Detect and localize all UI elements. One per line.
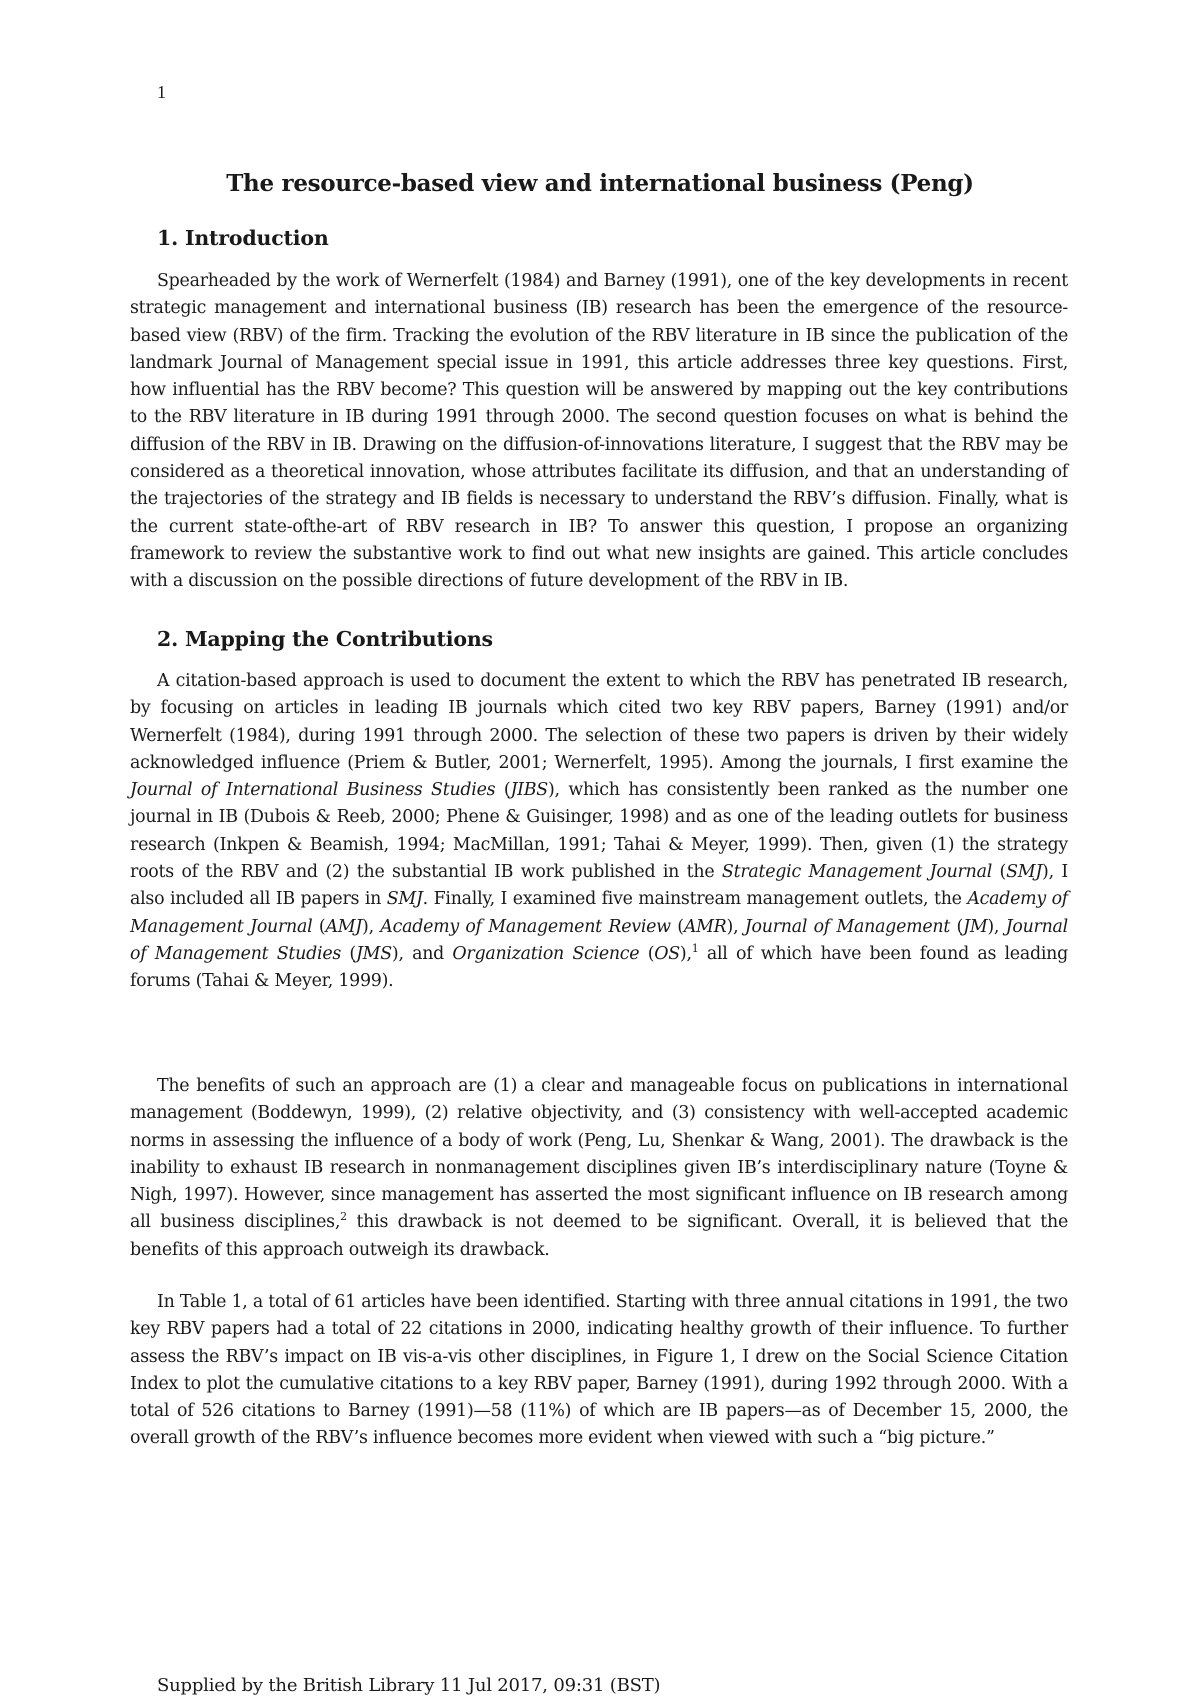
footnote-marker[interactable]: 2: [340, 1210, 347, 1224]
journal-name: Academy of Management Review: [380, 916, 671, 937]
paragraph-text: (: [950, 916, 964, 937]
journal-name: Journal of Management Studies: [130, 916, 1068, 964]
paragraph-text: ),: [679, 943, 692, 964]
paragraph-text: ), I also included all IB papers in: [130, 862, 1069, 910]
paragraph-introduction: Spearheaded by the work of Wernerfelt (1984) and Barney (1991), one of the key developments in recent strategic management and international business (IB) research has been the emergence of the resource-based view (RBV) of the firm. Tracking the evolution of the RBV literature in IB since the publication of the landmark Journal of Management special issue in 1991, this article addresses three key questions. First, how influential has the RBV become? This question will be answered by mapping out the key contributions to the RBV literature in IB during 1991 through 2000. The second question focuses on what is behind the diffusion of the RBV in IB. Drawing on the diffusion-of-innovations literature, I suggest that the RBV may be considered as a theoretical innovation, whose attributes facilitate its diffusion, and that an understanding of the trajectories of the strategy and IB fields is necessary to understand the RBV’s diffusion. Finally, what is the current state-ofthe-art of RBV research in IB? To answer this question, I propose an organizing framework to review the substantive work to find out what new insights are gained. This article concludes with a discussion on the possible directions of future development of the RBV in IB.: [130, 271, 1068, 592]
paragraph-text: this drawback is not deemed to be significant. Overall, it is believed that the benefits of this approach outweigh its drawback.: [130, 1212, 1068, 1260]
paragraph-text: (: [495, 780, 511, 801]
paragraph-text: (: [341, 943, 356, 964]
journal-abbreviation: AMJ: [325, 916, 363, 937]
journal-abbreviation: JMS: [355, 943, 392, 964]
paragraph-text: . Finally, I examined five mainstream management outlets, the: [422, 889, 968, 910]
paragraph-text: (: [670, 916, 684, 937]
journal-abbreviation: JM: [963, 916, 988, 937]
paragraph-text: (: [639, 943, 655, 964]
paragraph-text: all of which have been found as leading forums (Tahai & Meyer, 1999).: [130, 943, 1068, 992]
paragraph-text: (: [312, 916, 326, 937]
paragraph-text: ), which has consistently been ranked as the number one journal in IB (Dubois & Reeb, 2000; Phene & Guisinger, 1998) and as one of the leading outlets for business research (Inkpen & Beamish, 1994; MacMillan, 1991; Tahai & Meyer, 1999). Then, given (1) the strategy roots of the RBV and (2) the substantial IB work published in the: [130, 780, 1068, 883]
section-heading-introduction: 1. Introduction: [157, 226, 329, 250]
footnote-marker[interactable]: 1: [691, 941, 699, 955]
journal-abbreviation: JIBS: [510, 780, 548, 801]
page-number: 1: [157, 82, 166, 102]
paragraph-text: ),: [726, 916, 745, 937]
paragraph-text: A citation-based approach is used to document the extent to which the RBV has penetrated IB research, by focusing on articles in leading IB journals which cited two key RBV papers, Barney (1991) and/or Wernerfelt (1984), during 1991 through 2000. The selection of these two papers is driven by their widely acknowledged influence (Priem & Butler, 2001; Wernerfelt, 1995). Among the journals, I first examine the: [130, 671, 1068, 773]
journal-name: Journal of Management: [744, 916, 951, 937]
paragraph-mapping-3: In Table 1, a total of 61 articles have been identified. Starting with three annual citations in 1991, the two key RBV papers had a total of 22 citations in 2000, indicating healthy growth of their influence. To further assess the RBV’s impact on IB vis-a-vis other disciplines, in Figure 1, I drew on the Social Science Citation Index to plot the cumulative citations to a key RBV paper, Barney (1991), during 1992 through 2000. With a total of 526 citations to Barney (1991)—58 (11%) of which are IB papers—as of December 15, 2000, the overall growth of the RBV’s influence becomes more evident when viewed with such a “big picture.”: [130, 1292, 1068, 1449]
journal-abbreviation: AMR: [683, 916, 727, 937]
paragraph-text: ),: [987, 916, 1006, 937]
journal-name: Journal of International Business Studies: [130, 780, 496, 801]
paragraph-text: (: [992, 862, 1007, 883]
paragraph-mapping-2: [130, 1073, 1068, 1264]
paragraph-text: The benefits of such an approach are (1) a clear and manageable focus on publications in international management (Boddewyn, 1999), (2) relative objectivity, and (3) consistency with well-accepted academic norms in assessing the influence of a body of work (Peng, Lu, Shenkar & Wang, 2001). The drawback is the inability to exhaust IB research in nonmanagement disciplines given IB’s interdisciplinary nature (Toyne & Nigh, 1997). However, since management has asserted the most significant influence on IB research among all business disciplines,: [130, 1076, 1068, 1233]
document-title: The resource-based view and international business (Peng): [226, 170, 974, 197]
section-heading-mapping-contributions: 2. Mapping the Contributions: [157, 627, 493, 651]
journal-abbreviation: OS: [654, 943, 680, 964]
paragraph-mapping-1: [130, 668, 1068, 996]
journal-abbreviation: SMJ: [1006, 862, 1043, 883]
journal-name: Strategic Management Journal: [721, 862, 993, 883]
footer-supply-notice: Supplied by the British Library 11 Jul 2017, 09:31 (BST): [157, 1675, 661, 1696]
journal-name: Organization Science: [452, 943, 640, 964]
journal-abbreviation: SMJ: [386, 889, 423, 910]
paragraph-text: ),: [362, 916, 381, 937]
journal-name: Academy of Management Journal: [130, 889, 1068, 937]
paragraph-text: ), and: [391, 943, 453, 964]
